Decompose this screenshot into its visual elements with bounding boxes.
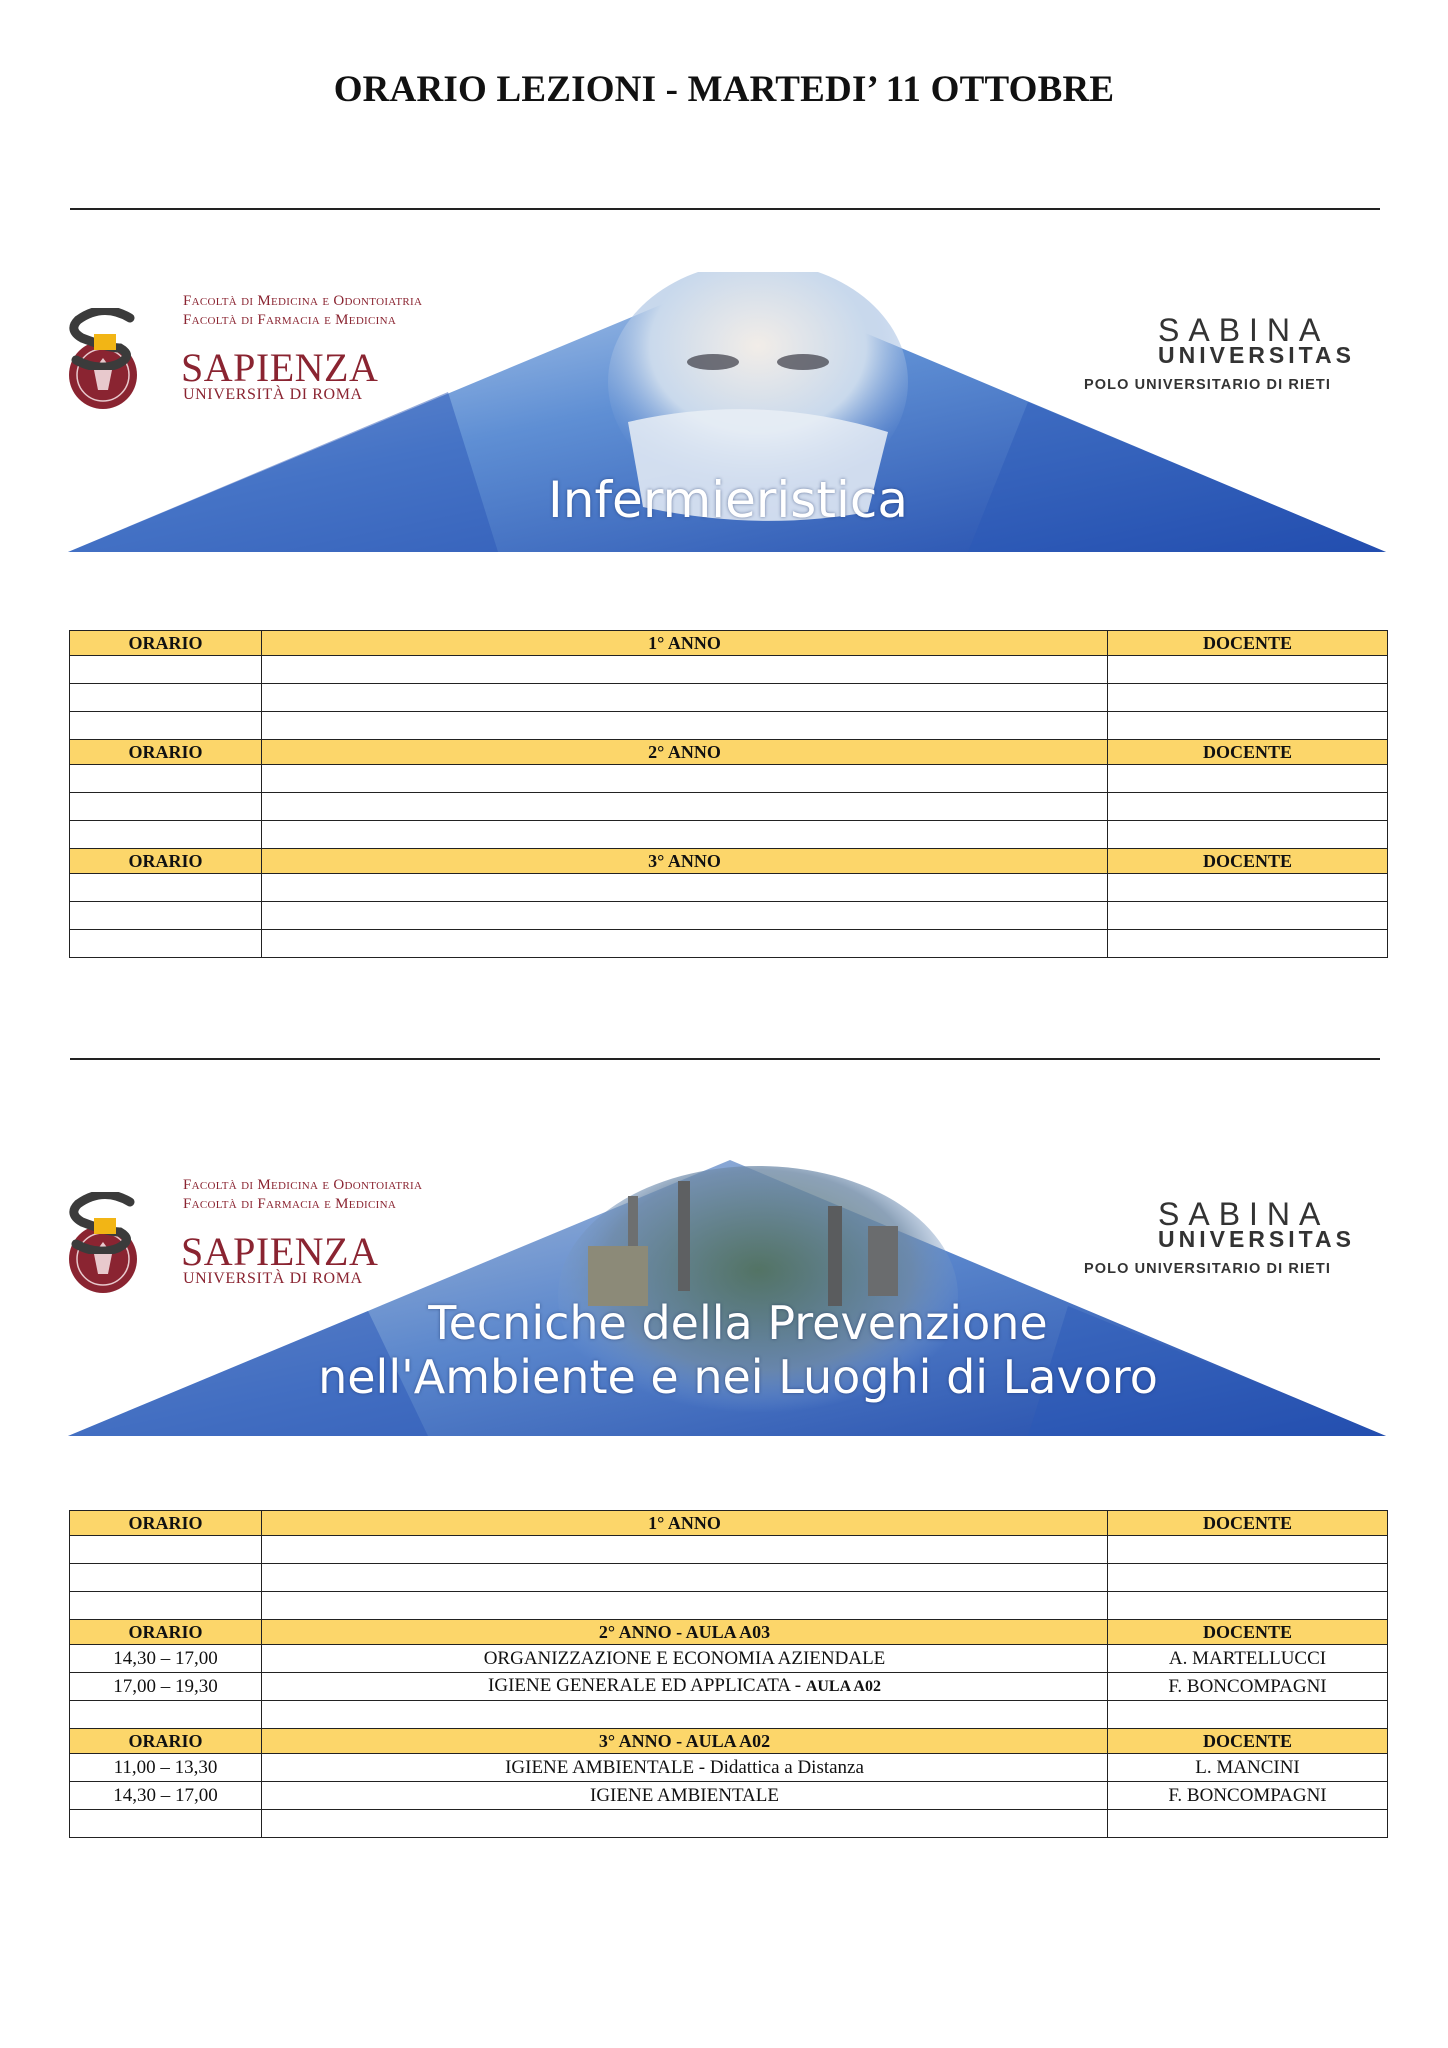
subject-cell: IGIENE AMBIENTALE - Didattica a Distanza [262,1754,1108,1782]
header-anno: 3° ANNO [262,849,1108,874]
teacher-cell [1108,765,1388,793]
header-docente: DOCENTE [1108,1511,1388,1536]
subject-cell [262,712,1108,740]
sabina-logo-icon [68,308,138,370]
time-cell [70,1810,262,1838]
header-docente: DOCENTE [1108,740,1388,765]
subject-cell [262,1701,1108,1729]
header-orario: ORARIO [70,740,262,765]
polo-rieti-label: POLO UNIVERSITARIO DI RIETI [1084,377,1331,393]
teacher-cell: F. BONCOMPAGNI [1108,1782,1388,1810]
time-cell [70,793,262,821]
table-row [70,1592,1388,1620]
section-header-row [70,631,1388,656]
section-header-row [70,1729,1388,1754]
teacher-cell [1108,793,1388,821]
time-cell [70,902,262,930]
table-row [70,1754,1388,1782]
page-title: ORARIO LEZIONI - MARTEDI’ 11 OTTOBRE [333,69,1115,110]
subject-cell [262,1564,1108,1592]
schedule-body [70,1511,1388,1838]
sapienza-wordmark: SAPIENZA [181,1229,379,1274]
subject-cell [262,902,1108,930]
header-docente: DOCENTE [1108,1620,1388,1645]
table-row [70,1536,1388,1564]
section-header-row [70,740,1388,765]
time-cell [70,712,262,740]
table-row [70,712,1388,740]
teacher-cell [1108,902,1388,930]
table-row [70,684,1388,712]
sapienza-subtitle: UNIVERSITÀ DI ROMA [183,1270,363,1287]
schedule-table-tecniche-prevenzione [69,1510,1388,1838]
header-docente: DOCENTE [1108,631,1388,656]
teacher-cell: F. BONCOMPAGNI [1108,1673,1388,1701]
subject-cell: IGIENE AMBIENTALE [262,1782,1108,1810]
time-cell [70,1536,262,1564]
table-row [70,821,1388,849]
teacher-cell [1108,930,1388,958]
universitas-wordmark: UNIVERSITAS [1158,342,1355,368]
header-orario: ORARIO [70,1511,262,1536]
header-orario: ORARIO [70,631,262,656]
sabina-wordmark: SABINA [1158,312,1330,348]
table-row [70,656,1388,684]
subject-cell [262,1536,1108,1564]
separator-line [70,208,1380,210]
teacher-cell: A. MARTELLUCCI [1108,1645,1388,1673]
subject-cell [262,874,1108,902]
time-cell [70,1701,262,1729]
faculty-line-2: Facoltà di Farmacia e Medicina [183,1196,397,1212]
header-docente: DOCENTE [1108,1729,1388,1754]
subject-cell [262,821,1108,849]
polo-rieti-label: POLO UNIVERSITARIO DI RIETI [1084,1261,1331,1277]
header-anno: 2° ANNO [262,740,1108,765]
header-anno: 3° ANNO - AULA A02 [262,1729,1108,1754]
time-cell [70,874,262,902]
subject-cell [262,793,1108,821]
teacher-cell [1108,1536,1388,1564]
time-cell: 14,30 – 17,00 [70,1645,262,1673]
banner-infermieristica [68,272,1386,552]
table-row [70,1810,1388,1838]
table-row [70,1782,1388,1810]
header-orario: ORARIO [70,1729,262,1754]
teacher-cell [1108,656,1388,684]
subject-cell [262,656,1108,684]
subject-text: IGIENE GENERALE ED APPLICATA - [488,1675,802,1696]
section-header-row [70,1620,1388,1645]
header-orario: ORARIO [70,1620,262,1645]
section-header-row [70,1511,1388,1536]
course-title: Infermieristica [548,471,908,529]
table-row [70,1564,1388,1592]
subject-cell [262,930,1108,958]
teacher-cell: L. MANCINI [1108,1754,1388,1782]
faculty-line-2: Facoltà di Farmacia e Medicina [183,312,397,328]
sabina-logo-icon [68,1192,138,1254]
universitas-wordmark: UNIVERSITAS [1158,1226,1355,1252]
sapienza-wordmark: SAPIENZA [181,345,379,390]
teacher-cell [1108,874,1388,902]
table-row [70,1701,1388,1729]
time-cell: 11,00 – 13,30 [70,1754,262,1782]
separator-line [70,1058,1380,1060]
teacher-cell [1108,684,1388,712]
subject-cell [262,1592,1108,1620]
header-orario: ORARIO [70,849,262,874]
subject-cell [262,684,1108,712]
table-row [70,1673,1388,1701]
teacher-cell [1108,1701,1388,1729]
teacher-cell [1108,1810,1388,1838]
table-row [70,930,1388,958]
time-cell [70,821,262,849]
time-cell: 17,00 – 19,30 [70,1673,262,1701]
time-cell: 14,30 – 17,00 [70,1782,262,1810]
header-anno: 2° ANNO - AULA A03 [262,1620,1108,1645]
sapienza-subtitle: UNIVERSITÀ DI ROMA [183,386,363,403]
time-cell [70,656,262,684]
sabina-wordmark: SABINA [1158,1196,1330,1232]
time-cell [70,1564,262,1592]
teacher-cell [1108,821,1388,849]
subject-cell [262,1673,1108,1701]
time-cell [70,765,262,793]
header-anno: 1° ANNO [262,1511,1108,1536]
banner-tecniche-prevenzione [68,1156,1386,1436]
time-cell [70,1592,262,1620]
table-row [70,874,1388,902]
header-anno: 1° ANNO [262,631,1108,656]
time-cell [70,930,262,958]
subject-cell: ORGANIZZAZIONE E ECONOMIA AZIENDALE [262,1645,1108,1673]
time-cell [70,684,262,712]
subject-cell [262,765,1108,793]
teacher-cell [1108,1592,1388,1620]
table-row [70,765,1388,793]
schedule-table-infermieristica [69,630,1388,958]
subject-cell [262,1810,1108,1838]
section-header-row [70,849,1388,874]
faculty-line-1: Facoltà di Medicina e Odontoiatria [183,293,423,309]
course-title-line-2: nell'Ambiente e nei Luoghi di Lavoro [318,1350,1158,1404]
table-row [70,902,1388,930]
table-row [70,793,1388,821]
schedule-body [70,631,1388,958]
table-row [70,1645,1388,1673]
teacher-cell [1108,712,1388,740]
course-title-line-1: Tecniche della Prevenzione [428,1296,1048,1350]
teacher-cell [1108,1564,1388,1592]
faculty-line-1: Facoltà di Medicina e Odontoiatria [183,1177,423,1193]
aula-label: AULA A02 [805,1678,881,1695]
header-docente: DOCENTE [1108,849,1388,874]
